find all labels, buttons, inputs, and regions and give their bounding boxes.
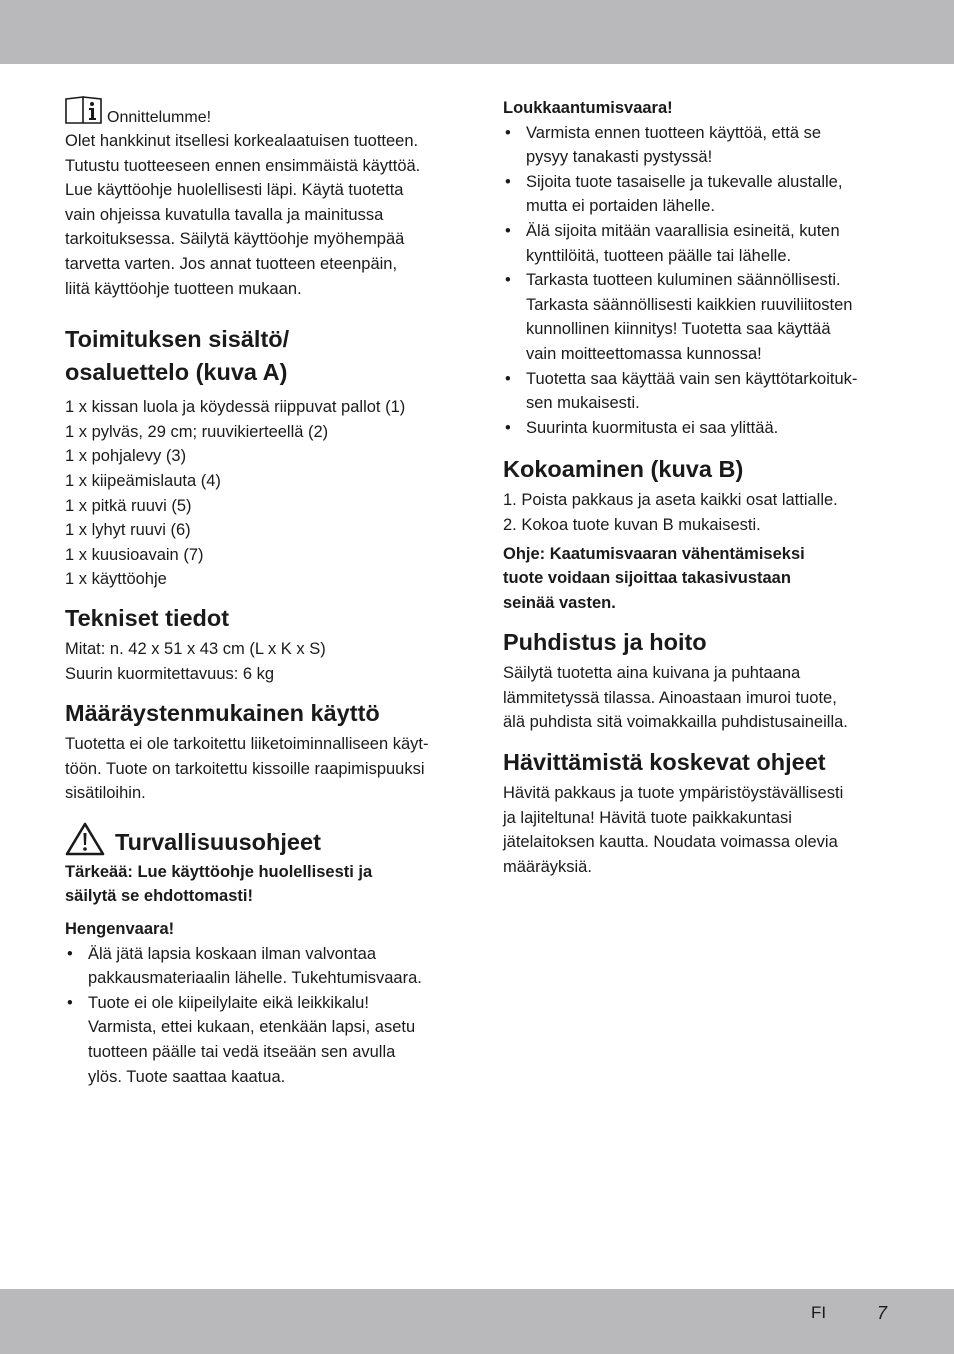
assembly-step: 1. Poista pakkaus ja aseta kaikki osat lattialle.: [503, 491, 838, 510]
list-item-line: • Älä sijoita mitään vaarallisia esineitä, kuten: [526, 221, 840, 240]
intro-line: Lue käyttöohje huolellisesti läpi. Käytä tuotetta: [65, 181, 404, 200]
list-item-line: Tarkasta säännöllisesti kaikkien ruuviliitosten: [526, 295, 853, 314]
intro-congrats-line: [65, 96, 457, 129]
disposal-heading: Hävittämistä koskevat ohjeet: [503, 749, 826, 776]
injury-list: [503, 121, 888, 441]
contents-item: 1 x lyhyt ruuvi (6): [65, 521, 191, 540]
list-item: [503, 170, 888, 219]
list-item-line: tuotteen päälle tai vedä itseään sen avulla: [88, 1043, 396, 1062]
list-item: [503, 219, 888, 268]
safety-heading-row: [65, 822, 457, 859]
header-bar: [0, 0, 954, 64]
contents-item: 1 x käyttöohje: [65, 570, 167, 589]
list-item-line: sen mukaisesti.: [526, 394, 640, 413]
technical-line: Mitat: n. 42 x 51 x 43 cm (L x K x S): [65, 639, 326, 658]
list-item-line: • Sijoita tuote tasaiselle ja tukevalle alustalle,: [526, 172, 843, 191]
intro-line: tarkoituksessa. Säilytä käyttöohje myöhempää: [65, 230, 405, 249]
safety-important: Tärkeää: Lue käyttöohje huolellisesti ja: [65, 862, 373, 881]
page-number: 7: [877, 1303, 888, 1323]
contents-item: 1 x pylväs, 29 cm; ruuvikierteellä (2): [65, 422, 329, 441]
intro-congrats: Onnittelumme!: [107, 109, 212, 126]
contents-item: 1 x kissan luola ja köydessä riippuvat pallot (1): [65, 398, 406, 417]
cleaning-line: lämmitetyssä tilassa. Ainoastaan imuroi tuote,: [503, 688, 837, 707]
cleaning-line: Säilytä tuotetta aina kuivana ja puhtaana: [503, 664, 801, 683]
list-item: [503, 416, 888, 441]
list-item: [503, 268, 888, 366]
list-item: [65, 991, 457, 1089]
cleaning-heading: Puhdistus ja hoito: [503, 629, 707, 656]
intro-line: vain ohjeissa kuvatulla tavalla ja mainitussa: [65, 205, 384, 224]
disposal-line: määräyksiä.: [503, 857, 592, 876]
list-item-line: pysyy tanakasti pystyssä!: [526, 148, 713, 167]
list-item-line: Varmista, ettei kukaan, etenkään lapsi, asetu: [88, 1018, 416, 1037]
warning-triangle-icon: [65, 822, 105, 856]
assembly-note: tuote voidaan sijoittaa takasivustaan: [503, 569, 791, 588]
intended-use-line: töön. Tuote on tarkoitettu kissoille raapimispuuksi: [65, 759, 425, 778]
assembly-heading: Kokoaminen (kuva B): [503, 456, 744, 483]
right-column: [503, 96, 888, 879]
list-item: [65, 942, 457, 991]
list-item-line: kunnollinen kiinnitys! Tuotetta saa käyttää: [526, 320, 831, 339]
disposal-line: ja lajiteltuna! Hävitä tuote paikkakuntasi: [503, 808, 792, 827]
contents-item: 1 x pitkä ruuvi (5): [65, 496, 192, 515]
danger-list: [65, 942, 457, 1090]
list-item-line: ylös. Tuote saattaa kaatua.: [88, 1067, 286, 1086]
contents-item: 1 x kuusioavain (7): [65, 545, 204, 564]
list-item-line: • Suurinta kuormitusta ei saa ylittää.: [526, 418, 779, 437]
assembly-note: seinää vasten.: [503, 593, 616, 612]
technical-line: Suurin kuormitettavuus: 6 kg: [65, 664, 275, 683]
assembly-note: Ohje: Kaatumisvaaran vähentämiseksi: [503, 544, 805, 563]
intro-line: Olet hankkinut itsellesi korkealaatuisen tuotteen.: [65, 132, 419, 150]
list-item-line: mutta ei portaiden lähelle.: [526, 197, 715, 216]
contents-item: 1 x kiipeämislauta (4): [65, 471, 221, 490]
list-item-line: • Älä jätä lapsia koskaan ilman valvontaa: [88, 944, 377, 963]
contents-item: 1 x pohjalevy (3): [65, 447, 187, 466]
assembly-step: 2. Kokoa tuote kuvan B mukaisesti.: [503, 515, 761, 534]
cleaning-line: älä puhdista sitä voimakkailla puhdistusaineilla.: [503, 713, 848, 732]
contents-heading: osaluettelo (kuva A): [65, 359, 288, 386]
list-item-line: • Varmista ennen tuotteen käyttöä, että se: [526, 123, 822, 142]
intro-line: Tutustu tuotteeseen ennen ensimmäistä käyttöä.: [65, 156, 421, 175]
list-item-line: • Tuotetta saa käyttää vain sen käyttötarkoituk-: [526, 369, 858, 388]
intro-line: liitä käyttöohje tuotteen mukaan.: [65, 279, 302, 298]
danger-heading: Hengenvaara!: [65, 920, 175, 939]
manual-info-icon: [65, 96, 103, 124]
technical-heading: Tekniset tiedot: [65, 604, 230, 631]
safety-important: säilytä se ehdottomasti!: [65, 887, 253, 906]
disposal-line: jätelaitoksen kautta. Noudata voimassa olevia: [503, 833, 838, 852]
intended-use-heading: Määräystenmukainen käyttö: [65, 700, 380, 727]
footer-language: FI: [811, 1303, 827, 1322]
intended-use-line: sisätiloihin.: [65, 784, 146, 803]
left-column: [65, 96, 457, 1089]
list-item-line: • Tarkasta tuotteen kuluminen säännöllisesti.: [526, 271, 841, 290]
disposal-line: Hävitä pakkaus ja tuote ympäristöystävällisesti: [503, 784, 844, 803]
list-item-line: pakkausmateriaalin lähelle. Tukehtumisvaara.: [88, 969, 422, 988]
list-item: [503, 121, 888, 170]
list-item-line: • Tuote ei ole kiipeilylaite eikä leikkikalu!: [88, 993, 369, 1012]
intended-use-line: Tuotetta ei ole tarkoitettu liiketoiminnalliseen käyt-: [65, 735, 429, 754]
list-item-line: kynttilöitä, tuotteen päälle tai lähelle.: [526, 246, 792, 265]
injury-heading: Loukkaantumisvaara!: [503, 99, 673, 117]
list-item: [503, 367, 888, 416]
safety-heading: Turvallisuusohjeet: [115, 828, 321, 855]
contents-heading: Toimituksen sisältö/: [65, 326, 290, 353]
list-item-line: vain moitteettomassa kunnossa!: [526, 344, 762, 363]
intro-line: tarvetta varten. Jos annat tuotteen eteenpäin,: [65, 254, 398, 273]
